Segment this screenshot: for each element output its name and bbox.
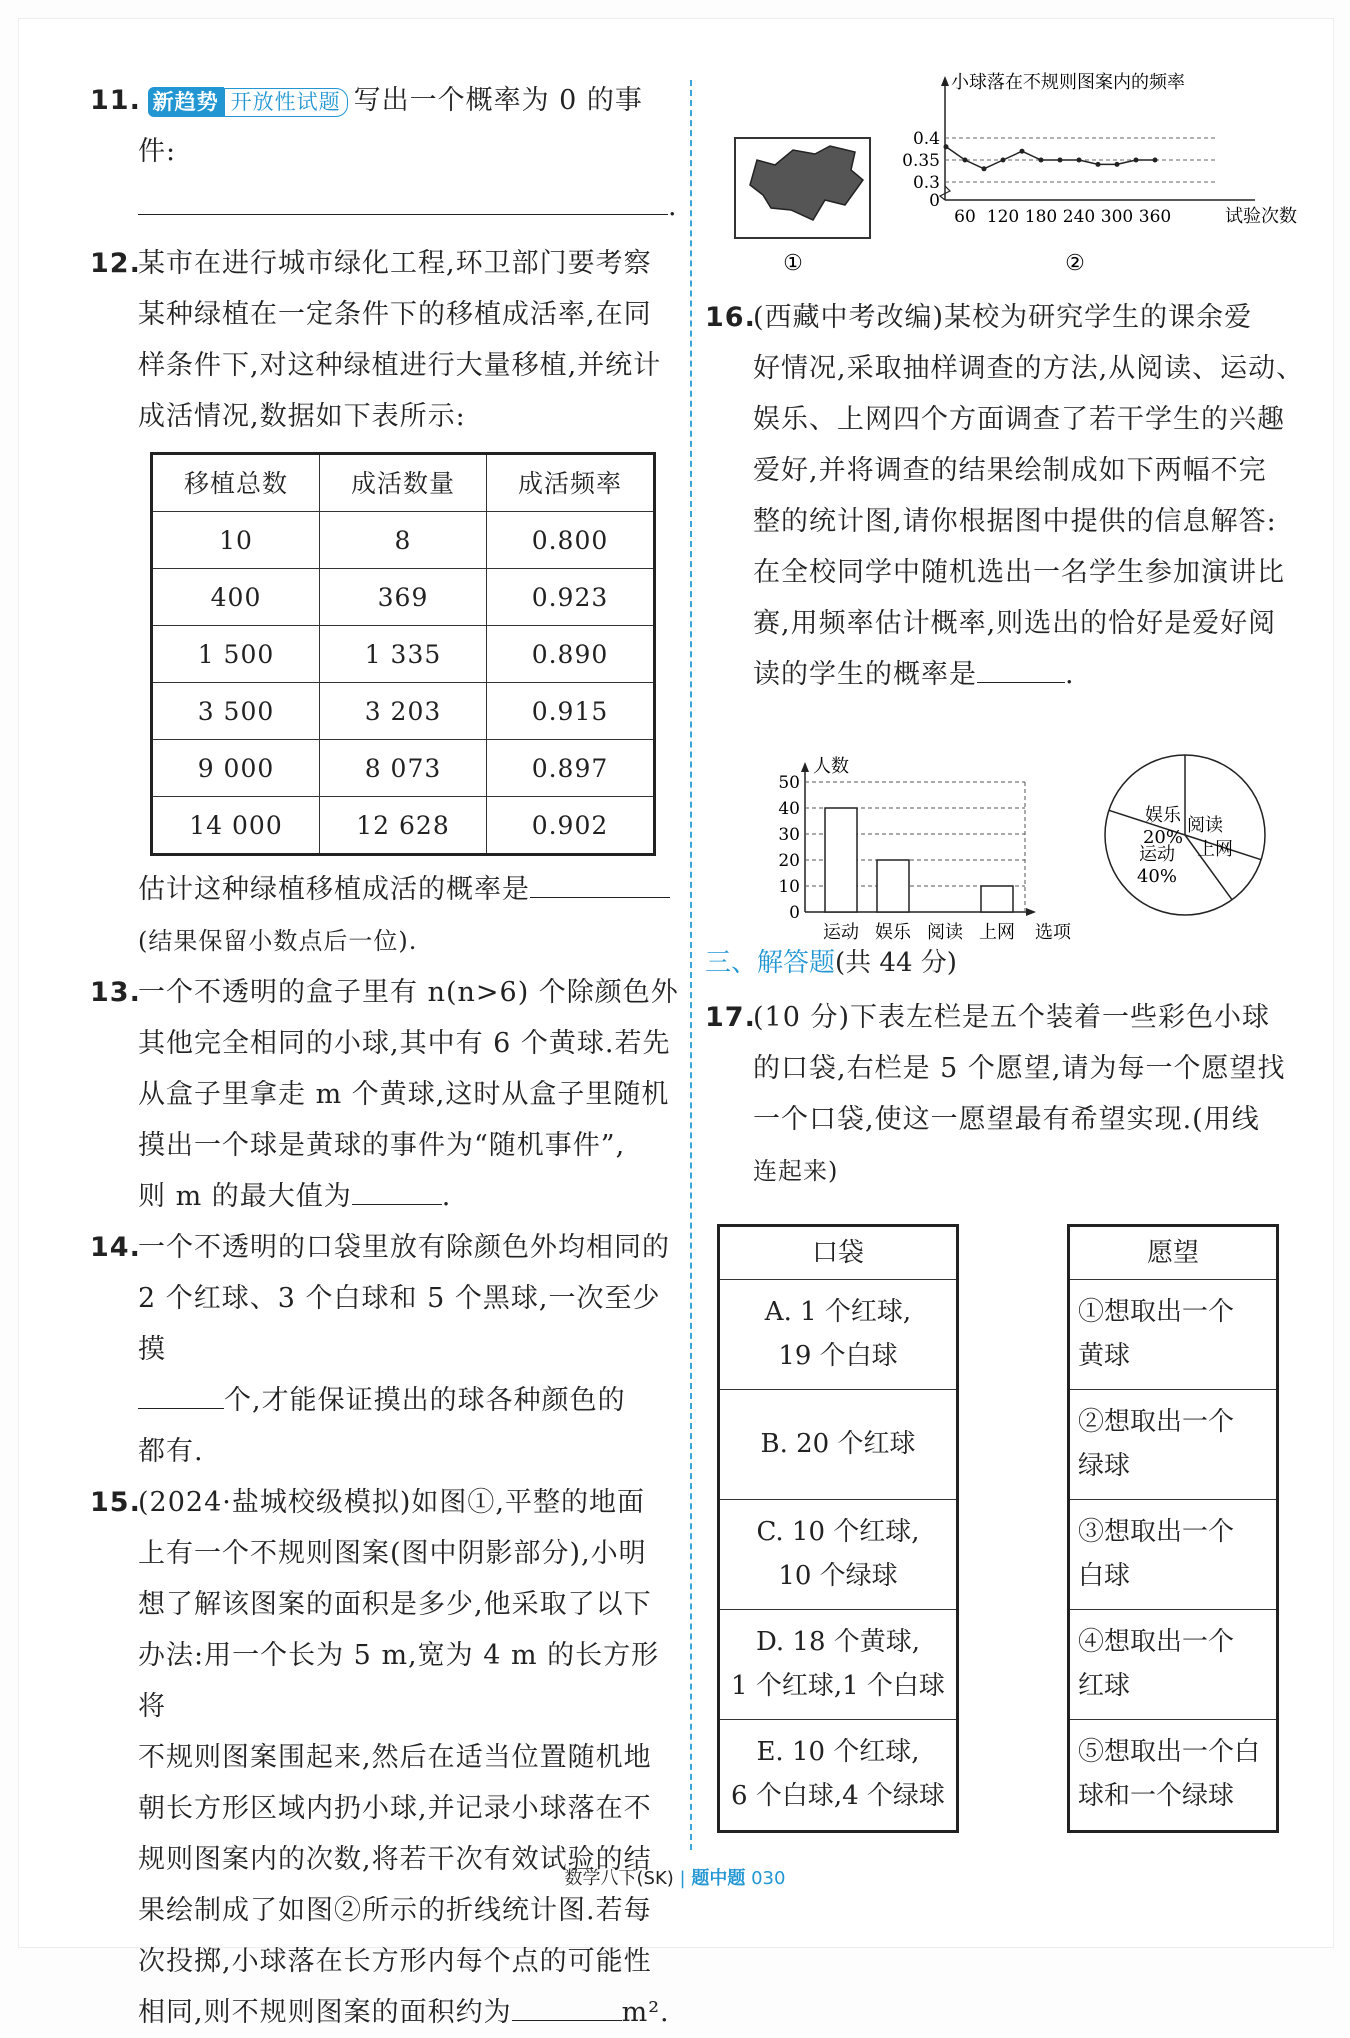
pie-slice-percent: 40%	[1136, 866, 1178, 887]
wish-2[interactable]	[1070, 1390, 1276, 1500]
q15-line: 朝长方形区域内扔小球,并记录小球落在不	[138, 1793, 652, 1824]
table-cell: 3 203	[320, 683, 487, 740]
table-cell: 8	[320, 512, 487, 569]
bar	[877, 860, 909, 912]
table-row	[152, 626, 655, 683]
question-16	[705, 292, 1343, 700]
pie-slice-percent: 20%	[1142, 827, 1184, 848]
wishes-table	[1067, 1224, 1279, 1833]
q16-line: 整的统计图,请你根据图中提供的信息解答:	[753, 506, 1277, 537]
q17-number: 17.	[705, 1002, 756, 1033]
q16-line: 爱好,并将调查的结果绘制成如下两幅不完	[753, 455, 1267, 486]
q13-line: 一个不透明的盒子里有 n(n>6) 个除颜色外	[138, 977, 679, 1008]
data-point	[1077, 158, 1082, 163]
new-trend-tag: 新趋势	[148, 87, 224, 117]
table-row	[152, 512, 655, 569]
x-tick-label: 60	[954, 207, 976, 227]
table-cell: 0.890	[487, 626, 655, 683]
footer-series: 题中题	[691, 1868, 746, 1889]
q16-line: 在全校同学中随机选出一名学生参加演讲比	[753, 557, 1285, 588]
q16-last: 读的学生的概率是	[753, 659, 977, 690]
q13-last: 则 m 的最大值为	[138, 1181, 352, 1212]
q14-line: 一个不透明的口袋里放有除颜色外均相同的	[138, 1232, 670, 1263]
x-axis-label: 选项	[1035, 922, 1071, 943]
y-tick-label: 0.35	[902, 151, 940, 171]
q13-answer-blank[interactable]	[352, 1174, 442, 1205]
x-tick-label: 运动	[823, 922, 859, 943]
frequency-line	[946, 147, 1155, 169]
q16-line: (西藏中考改编)某校为研究学生的课余爱	[753, 302, 1253, 333]
q15-line: 不规则图案围起来,然后在适当位置随机地	[138, 1742, 652, 1773]
wish-4[interactable]	[1070, 1610, 1276, 1720]
q15-number: 15.	[90, 1487, 141, 1518]
question-13: 13.一个不透明的盒子里有 n(n>6) 个除颜色外 其他完全相同的小球,其中有 6 个黄球.若先 从盒子里拿走 m 个黄球,这时从盒子里随机 摸出一个球是黄球的事件为“随机事件”, 则 m 的最大值为 .	[90, 967, 680, 1222]
q12-after-text: 估计这种绿植移植成活的概率是	[138, 874, 530, 905]
y-tick-label: 10	[778, 877, 800, 897]
table-cell: 3 500	[152, 683, 320, 740]
q15-figures	[705, 70, 1305, 276]
table-cell: 0.915	[487, 683, 655, 740]
wish-5-line1: ⑤想取出一个白	[1078, 1737, 1261, 1767]
table-header: 移植总数	[152, 454, 320, 512]
data-point	[1153, 158, 1158, 163]
page-number: 030	[751, 1868, 786, 1889]
pie-slice-label: 阅读	[1187, 815, 1223, 836]
q12-line: 成活情况,数据如下表所示:	[138, 401, 466, 432]
y-axis-arrow	[801, 762, 809, 772]
bag-c-line1: C. 10 个红球,	[756, 1517, 920, 1547]
bag-e-line2: 6 个白球,4 个绿球	[731, 1781, 945, 1811]
q13-line: 摸出一个球是黄球的事件为“随机事件”,	[138, 1130, 626, 1161]
bag-b-line1: B. 20 个红球	[760, 1429, 916, 1459]
x-tick-label: 360	[1138, 207, 1172, 227]
table-cell: 8 073	[320, 740, 487, 797]
q15-line: 上有一个不规则图案(图中阴影部分),小明	[138, 1538, 647, 1569]
wish-5-line2: 球和一个绿球	[1078, 1781, 1235, 1811]
data-point	[963, 158, 968, 163]
q16-line: 好情况,采取抽样调查的方法,从阅读、运动、	[753, 353, 1305, 384]
x-tick-label: 120	[986, 207, 1020, 227]
y-tick-label: 30	[778, 825, 800, 845]
y-tick-label: 40	[778, 799, 800, 819]
data-point	[1039, 158, 1044, 163]
x-tick-label: 娱乐	[875, 922, 911, 943]
q12-line: 样条件下,对这种绿植进行大量移植,并统计	[138, 350, 662, 381]
q14-line: 2 个红球、3 个白球和 5 个黑球,一次至少摸	[138, 1283, 661, 1365]
q11-number: 11.	[90, 85, 141, 116]
q15-line: 果绘制成了如图②所示的折线统计图.若每	[138, 1895, 652, 1926]
pie-slice-label: 运动	[1139, 844, 1175, 865]
x-tick-label: 上网	[979, 922, 1015, 943]
table-row	[152, 569, 655, 626]
q15-line: (2024·盐城校级模拟)如图①,平整的地面	[138, 1487, 645, 1518]
bar	[825, 808, 857, 912]
bag-a-line2: 19 个白球	[778, 1341, 898, 1371]
pie-slice-label: 娱乐	[1145, 805, 1181, 826]
q15-line: 想了解该图案的面积是多少,他采取了以下	[138, 1589, 652, 1620]
q14-answer-blank[interactable]	[138, 1378, 224, 1409]
x-tick-label: 240	[1062, 207, 1096, 227]
question-14	[90, 1222, 680, 1477]
bag-c[interactable]	[720, 1500, 956, 1610]
q16-line: 赛,用频率估计概率,则选出的恰好是爱好阅	[753, 608, 1277, 639]
question-15	[90, 1477, 680, 2038]
y-tick-label: 0.3	[912, 173, 940, 193]
q12-line: 某种绿植在一定条件下的移植成活率,在同	[138, 299, 652, 330]
bags-header: 口袋	[720, 1227, 956, 1280]
x-tick-label: 阅读	[927, 922, 963, 943]
table-row	[152, 740, 655, 797]
table-row	[152, 797, 655, 855]
table-cell: 14 000	[152, 797, 320, 855]
table-cell: 9 000	[152, 740, 320, 797]
figure-1-label: ①	[783, 251, 803, 276]
data-point	[1020, 149, 1025, 154]
q16-period: .	[1065, 659, 1075, 690]
q15-line: 次投掷,小球落在长方形内每个点的可能性	[138, 1946, 652, 1977]
y-axis-label: 小球落在不规则图案内的频率	[951, 72, 1185, 93]
section-3-heading	[705, 942, 957, 979]
bag-d[interactable]	[720, 1610, 956, 1720]
table-header: 成活频率	[487, 454, 655, 512]
q17-line: 一个口袋,使这一愿望最有希望实现.(用线	[753, 1104, 1260, 1135]
pie-slice-label: 上网	[1197, 839, 1233, 860]
q13-number: 13.	[90, 977, 141, 1008]
left-column	[90, 75, 680, 2038]
q12-number: 12.	[90, 248, 141, 279]
q15-answer-blank[interactable]	[512, 1990, 622, 2021]
q15-line: 办法:用一个长为 5 m,宽为 4 m 的长方形将	[138, 1640, 660, 1722]
data-point	[1058, 158, 1063, 163]
wish-3[interactable]	[1070, 1500, 1276, 1610]
y-tick-label: 0	[929, 191, 940, 211]
hobby-bar-chart	[778, 756, 1072, 943]
bag-a-line1: A. 1 个红球,	[764, 1297, 912, 1327]
q12-note: (结果保留小数点后一位).	[138, 927, 418, 955]
column-divider	[690, 80, 692, 1850]
question-12	[90, 238, 680, 967]
x-tick-label: 180	[1024, 207, 1058, 227]
wish-1-line2: 黄球	[1078, 1341, 1131, 1371]
data-point	[1134, 158, 1139, 163]
q14-number: 14.	[90, 1232, 141, 1263]
table-cell: 1 335	[320, 626, 487, 683]
q11-text: 写出一个概率为 0 的事件:	[138, 85, 643, 167]
y-tick-label: 50	[778, 773, 800, 793]
frequency-line-chart	[902, 72, 1297, 276]
table-cell: 369	[320, 569, 487, 626]
table-cell: 10	[152, 512, 320, 569]
table-cell: 400	[152, 569, 320, 626]
y-axis-label: 人数	[813, 756, 849, 777]
table-header: 成活数量	[320, 454, 487, 512]
hobby-pie-chart	[1105, 755, 1265, 915]
figure-2-label: ②	[1065, 251, 1085, 276]
q11-period: .	[668, 191, 678, 222]
q17-line: (10 分)下表左栏是五个装着一些彩色小球	[753, 1002, 1271, 1033]
table-row	[152, 683, 655, 740]
wish-1[interactable]	[1070, 1280, 1276, 1390]
q12-answer-blank[interactable]	[530, 867, 670, 898]
bag-a[interactable]	[720, 1280, 956, 1390]
section-score: (共 44 分)	[835, 948, 957, 978]
q16-line: 娱乐、上网四个方面调查了若干学生的兴趣	[753, 404, 1285, 435]
wish-3-line1: ③想取出一个	[1078, 1517, 1235, 1547]
data-point	[1096, 162, 1101, 167]
table-cell: 0.800	[487, 512, 655, 569]
q15-last: 相同,则不规则图案的面积约为	[138, 1997, 512, 2028]
bag-b[interactable]	[720, 1390, 956, 1500]
data-point	[1115, 162, 1120, 167]
q16-number: 16.	[705, 302, 756, 333]
wish-5[interactable]	[1070, 1720, 1276, 1830]
table-header-row	[152, 454, 655, 512]
data-point	[1001, 158, 1006, 163]
wishes-header: 愿望	[1070, 1227, 1276, 1280]
bags-table	[717, 1224, 959, 1833]
table-cell: 0.902	[487, 797, 655, 855]
q13-line: 其他完全相同的小球,其中有 6 个黄球.若先	[138, 1028, 671, 1059]
wish-4-line1: ④想取出一个	[1078, 1627, 1235, 1657]
bag-d-line1: D. 18 个黄球,	[755, 1627, 921, 1657]
page-footer	[0, 1864, 1350, 1890]
wish-4-line2: 红球	[1078, 1671, 1131, 1701]
data-point	[982, 166, 987, 171]
y-axis-arrow	[941, 76, 949, 86]
x-axis-arrow	[1026, 908, 1036, 916]
q16-charts	[705, 730, 1305, 943]
bar	[981, 886, 1013, 912]
footer-subject: 数学八下(SK)	[564, 1868, 674, 1889]
y-tick-label: 0.4	[912, 129, 940, 149]
transplant-table	[150, 452, 656, 856]
wish-3-line2: 白球	[1078, 1561, 1131, 1591]
table-cell: 0.923	[487, 569, 655, 626]
bag-e[interactable]	[720, 1720, 956, 1830]
table-cell: 0.897	[487, 740, 655, 797]
footer-separator: |	[679, 1868, 686, 1889]
table-cell: 12 628	[320, 797, 487, 855]
q15-unit: m².	[621, 1997, 670, 2028]
open-question-tag: 开放性试题	[224, 88, 348, 117]
question-11	[90, 75, 680, 232]
q17-line: 的口袋,右栏是 5 个愿望,请为每一个愿望找	[753, 1053, 1286, 1084]
table-cell: 1 500	[152, 626, 320, 683]
y-tick-label: 0	[789, 903, 800, 923]
q15-line: 规则图案内的次数,将若干次有效试验的结	[138, 1844, 652, 1875]
wish-2-line1: ②想取出一个	[1078, 1407, 1235, 1437]
bag-e-line1: E. 10 个红球,	[756, 1737, 920, 1767]
question-17	[705, 992, 1343, 1197]
x-axis-label: 试验次数	[1225, 206, 1297, 227]
q14-mid: 个,才能保证摸出的球各种颜色的	[224, 1385, 626, 1416]
bag-d-line2: 1 个红球,1 个白球	[731, 1671, 945, 1701]
q14-last: 都有.	[138, 1436, 204, 1467]
y-tick-label: 20	[778, 851, 800, 871]
wish-1-line1: ①想取出一个	[1078, 1297, 1235, 1327]
q16-answer-blank[interactable]	[977, 652, 1065, 683]
q11-answer-blank[interactable]	[138, 184, 668, 215]
wish-2-line2: 绿球	[1078, 1451, 1131, 1481]
q13-line: 从盒子里拿走 m 个黄球,这时从盒子里随机	[138, 1079, 670, 1110]
q12-line: 某市在进行城市绿化工程,环卫部门要考察	[138, 248, 652, 279]
x-tick-label: 300	[1100, 207, 1134, 227]
q17-line: 连起来)	[753, 1157, 839, 1185]
data-point	[944, 144, 949, 149]
bag-c-line2: 10 个绿球	[778, 1561, 898, 1591]
section-title: 三、解答题	[705, 948, 836, 978]
